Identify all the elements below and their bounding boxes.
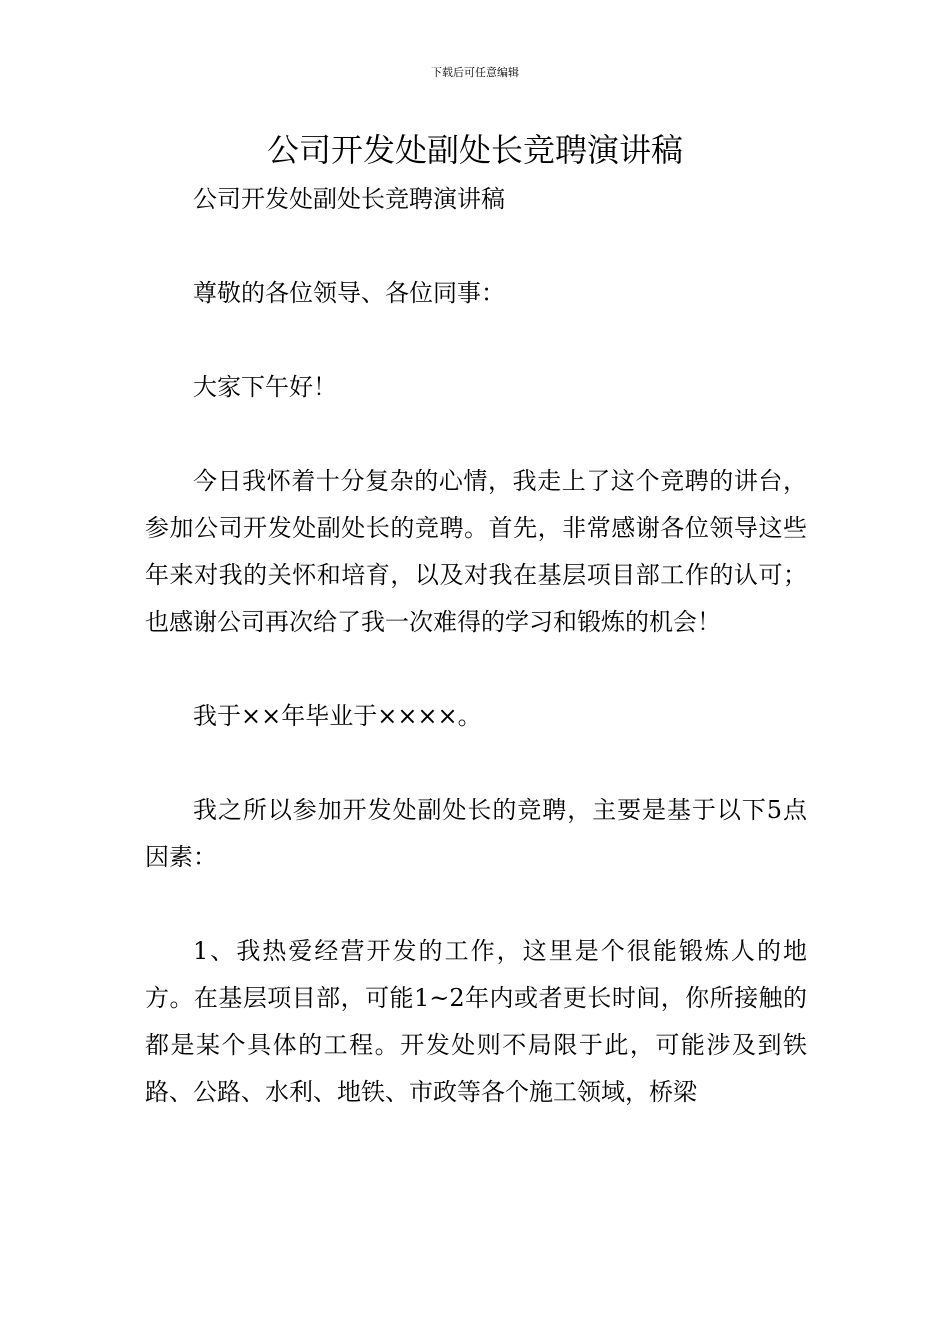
paragraph-education: 我于××年毕业于××××。 xyxy=(193,702,482,730)
paragraph-reason-1: 1、我热爱经营开发的工作，这里是个很能锻炼人的地方。在基层项目部，可能1~2年内或者更长时间，你所接触的都是某个具体的工程。开发处则不局限于此，可能涉及到铁路、公路、水利、地铁、市政等各个施工领域，桥梁 xyxy=(145,937,807,1106)
paragraph-reasons-intro: 我之所以参加开发处副处长的竞聘，主要是基于以下5点因素： xyxy=(145,796,807,871)
paragraph-salutation: 尊敬的各位领导、各位同事： xyxy=(193,279,505,307)
document-title: 公司开发处副处长竞聘演讲稿 xyxy=(266,131,683,169)
paragraph-intro: 今日我怀着十分复杂的心情，我走上了这个竞聘的讲台，参加公司开发处副处长的竞聘。首先，非常感谢各位领导这些年来对我的关怀和培育，以及对我在基层项目部工作的认可；也感谢公司再次给了我一次难得的学习和锻炼的机会！ xyxy=(145,467,807,636)
header-note: 下载后可任意编辑 xyxy=(431,66,519,79)
paragraph-greeting: 大家下午好！ xyxy=(193,373,337,401)
document-body xyxy=(145,176,807,1116)
paragraph-subtitle: 公司开发处副处长竞聘演讲稿 xyxy=(193,185,505,213)
